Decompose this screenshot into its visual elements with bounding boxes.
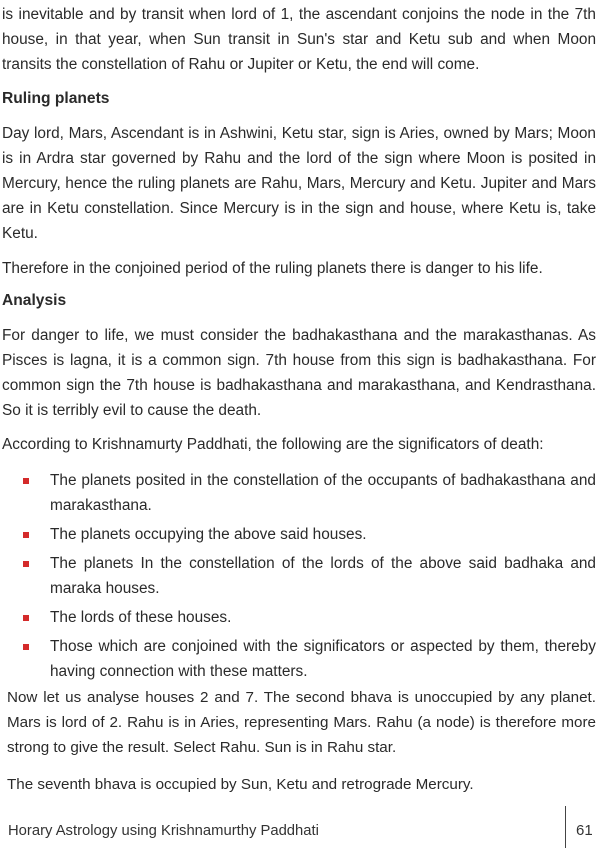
bullet-square-icon xyxy=(23,644,29,650)
list-item-text: The planets occupying the above said houses. xyxy=(50,526,367,543)
analysis-heading: Analysis xyxy=(2,292,67,309)
footer-divider xyxy=(565,806,566,848)
bullet-square-icon xyxy=(23,561,29,567)
bullet-square-icon xyxy=(23,532,29,538)
bullet-square-icon xyxy=(23,478,29,484)
list-item-text: The lords of these houses. xyxy=(50,609,232,626)
seventh-bhava-paragraph: The seventh bhava is occupied by Sun, Ketu and retrograde Mercury. xyxy=(7,776,474,793)
list-item-text: Those which are conjoined with the significators or aspected by them, thereby having connection with these matters. xyxy=(50,638,596,680)
bullet-square-icon xyxy=(23,615,29,621)
list-item-text: The planets In the constellation of the lords of the above said badhaka and maraka houses. xyxy=(50,555,596,597)
list-item-text: The planets posited in the constellation of the occupants of badhakasthana and marakasthana. xyxy=(50,472,596,514)
significators-intro: According to Krishnamurty Paddhati, the following are the significators of death: xyxy=(2,436,544,453)
page-number: 61 xyxy=(576,822,593,839)
intro-paragraph: is inevitable and by transit when lord of 1, the ascendant conjoins the node in the 7th house, in that year, when Sun transit in Sun's star and Ketu sub and when Moon transits the constellation of Rahu or Jupiter or Ketu, the end will come. xyxy=(2,6,596,73)
footer-book-title: Horary Astrology using Krishnamurthy Paddhati xyxy=(8,823,319,839)
ruling-planets-paragraph: Day lord, Mars, Ascendant is in Ashwini, Ketu star, sign is Aries, owned by Mars; Moon is in Ardra star governed by Rahu and the lord of the sign where Moon is posited in Mercury, hence the ruling planets are Rahu, Mars, Mercury and Ketu. Jupiter and Mars are in Ketu constellation. Since Mercury is in the sign and house, where Ketu is, take Ketu. xyxy=(2,125,596,242)
houses-analysis-paragraph: Now let us analyse houses 2 and 7. The second bhava is unoccupied by any planet. Mars is lord of 2. Rahu is in Aries, representing Mars. Rahu (a node) is therefore more strong to give the result. Select Rahu. Sun is in Rahu star. xyxy=(7,689,596,756)
danger-conclusion-paragraph: Therefore in the conjoined period of the ruling planets there is danger to his life. xyxy=(2,260,543,277)
analysis-paragraph: For danger to life, we must consider the badhakasthana and the marakasthanas. As Pisces is lagna, it is a common sign. 7th house from this sign is badhakasthana. For common sign the 7th house is badhakasthana and marakasthana, and Kendrasthana. So it is terribly evil to cause the death. xyxy=(2,327,596,419)
ruling-planets-heading: Ruling planets xyxy=(2,90,110,107)
